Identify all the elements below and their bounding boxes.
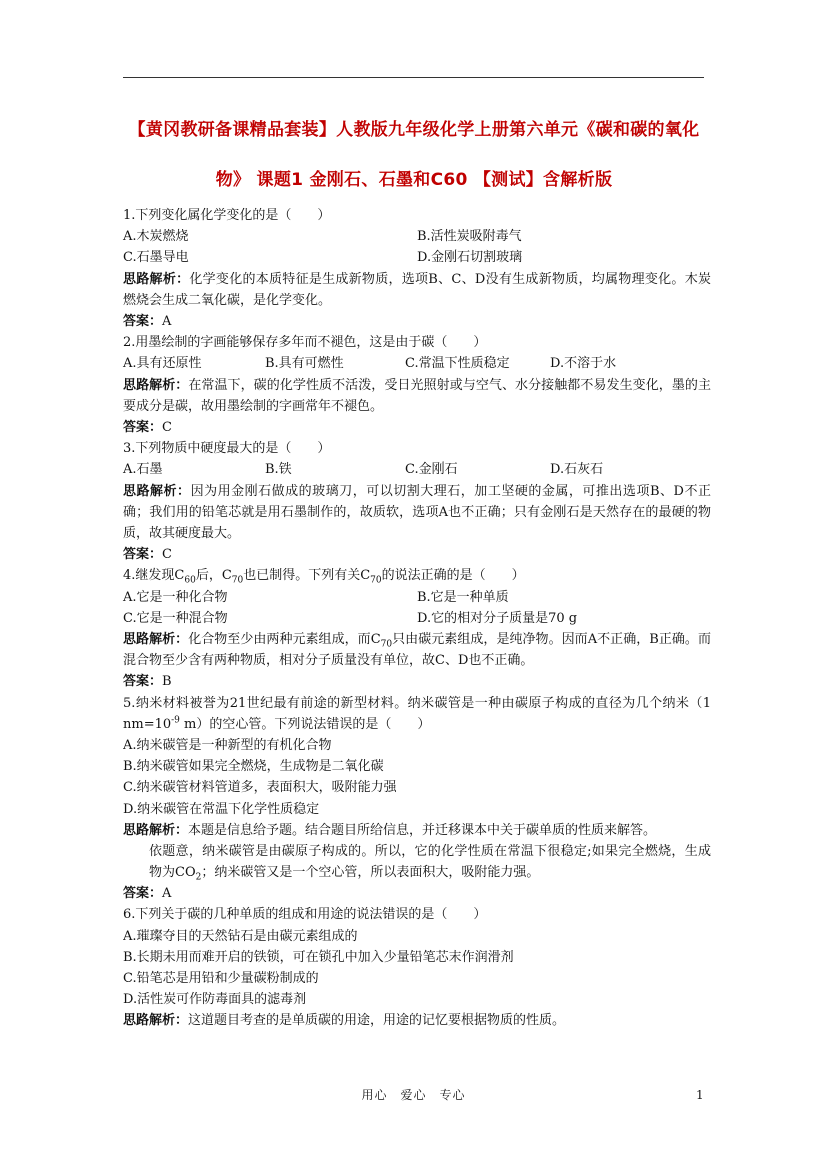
answer-value: A [162, 886, 172, 902]
option-a: A.木炭燃烧 [123, 229, 189, 245]
answer-value: A [162, 314, 172, 329]
question-6 [123, 904, 711, 1031]
analysis-label: 思路解析： [123, 631, 189, 647]
answer-value: C [162, 419, 172, 435]
analysis-label: 思路解析： [123, 271, 190, 287]
stem-text: 的说法正确的是（ ） [381, 568, 525, 584]
subscript: 70 [231, 575, 244, 586]
option-d: D.不溶于水 [550, 356, 617, 372]
option-d: D.纳米碳管在常温下化学性质稳定 [123, 801, 320, 817]
stem-text: 后，C [195, 568, 232, 584]
option-b: B.它是一种单质 [417, 589, 509, 605]
analysis-continued [123, 841, 711, 883]
options-row [123, 247, 711, 268]
options-row [123, 459, 711, 480]
analysis [123, 269, 711, 311]
options-row [123, 587, 711, 608]
analysis [123, 375, 711, 417]
option-d: D.石灰石 [550, 462, 604, 478]
option-c: C.常温下性质稳定 [405, 356, 510, 372]
analysis-label: 思路解析： [123, 377, 189, 393]
answer [123, 883, 711, 904]
option-c: C.铅笔芯是用铅和少量碳粉制成的 [123, 971, 319, 987]
options-row [123, 226, 711, 247]
option-b: B.长期未用而难开启的铁锁，可在锁孔中加入少量铅笔芯末作润滑剂 [123, 949, 514, 965]
analysis [123, 820, 711, 841]
question-4 [123, 565, 711, 692]
question-stem: 6.下列关于碳的几种单质的组成和用途的说法错误的是（ ） [123, 907, 487, 923]
answer [123, 417, 711, 438]
analysis-text: 只由碳元素组成，是纯净物。因而A不正确，B正确。而混合物至少含有两种物质，相对分子质量没有单位，故C、D也不正确。 [123, 631, 711, 669]
page-footer: 用心 爱心 专心 [361, 1088, 466, 1102]
superscript: -9 [171, 715, 180, 726]
document-title: 【黄冈教研备课精品套装】人教版九年级化学上册第六单元《碳和碳的氧化物》 课题1 金刚石、石墨和C60 【测试】含解析版 [128, 120, 700, 190]
option-c: C.纳米碳管材料管道多，表面积大，吸附能力强 [123, 780, 397, 796]
option-c: C.金刚石 [405, 462, 458, 478]
option-a: A.它是一种化合物 [123, 589, 228, 605]
subscript: 60 [184, 575, 196, 586]
question-2 [123, 332, 711, 438]
option-d: D.它的相对分子质量是70 g [417, 610, 578, 626]
answer [123, 671, 711, 692]
document-body [123, 205, 711, 1032]
answer-label: 答案： [123, 547, 163, 563]
option-a: A.璀璨夺目的天然钻石是由碳元素组成的 [123, 928, 358, 944]
analysis-label: 思路解析： [123, 1013, 189, 1029]
option-c: C.石墨导电 [123, 250, 189, 266]
question-stem [123, 565, 711, 586]
analysis-text: 在常温下，碳的化学性质不活泼，受日光照射或与空气、水分接触都不易发生变化，墨的主要成分是碳，故用墨绘制的字画常年不褪色。 [123, 377, 711, 414]
analysis-text: 依题意，纳米碳管是由碳原子构成的。所以，它的化学性质在常温下很稳定;如果完全燃烧，生成物为CO [149, 843, 711, 881]
answer-label: 答案： [123, 674, 163, 690]
options-row [123, 608, 711, 629]
analysis-text: 本题是信息给予题。结合题目所给信息，并迁移课本中关于碳单质的性质来解答。 [188, 822, 657, 838]
analysis-text: 化学变化的本质特征是生成新物质，选项B、C、D没有生成新物质，均属物理变化。木炭燃烧会生成二氧化碳，是化学变化。 [123, 271, 711, 308]
question-stem [123, 693, 711, 735]
option-b: B.具有可燃性 [265, 356, 344, 372]
page-number: 1 [696, 1088, 704, 1102]
answer-value: C [162, 547, 172, 563]
header-rule [123, 77, 704, 78]
option-b: B.纳米碳管如果完全燃烧，生成物是二氧化碳 [123, 759, 384, 775]
analysis [123, 1010, 711, 1031]
analysis-text: ；纳米碳管又是一个空心管，所以表面积大，吸附能力强。 [201, 865, 540, 881]
question-stem: 2.用墨绘制的字画能够保存多年而不褪色，这是由于碳（ ） [123, 335, 487, 351]
option-d: D.活性炭可作防毒面具的滤毒剂 [123, 992, 307, 1008]
subscript: 70 [370, 575, 382, 586]
stem-text: 4.继发现C [123, 568, 185, 584]
analysis-label: 思路解析： [123, 822, 189, 838]
option-a: A.纳米碳管是一种新型的有机化合物 [123, 737, 332, 753]
stem-text: 也已制得。下列有关C [243, 568, 371, 584]
question-stem: 1.下列变化属化学变化的是（ ） [123, 208, 331, 223]
question-5 [123, 693, 711, 905]
analysis [123, 481, 711, 545]
option-b: B.活性炭吸附毒气 [417, 229, 522, 245]
analysis-text: 这道题目考查的是单质碳的用途，用途的记忆要根据物质的性质。 [188, 1013, 566, 1029]
option-b: B.铁 [265, 462, 292, 478]
option-a: A.具有还原性 [123, 356, 202, 372]
answer-label: 答案： [123, 314, 163, 329]
option-c: C.它是一种混合物 [123, 610, 228, 626]
stem-text: m）的空心管。下列说法错误的是（ ） [179, 716, 431, 732]
option-a: A.石墨 [123, 462, 163, 478]
subscript: 70 [380, 639, 393, 650]
subscript: 2 [195, 872, 202, 883]
analysis-text: 因为用金刚石做成的玻璃刀，可以切割大理石，加工坚硬的金属，可推出选项B、D不正确；我们用的铅笔芯就是用石墨制作的，故质软，选项A也不正确；只有金刚石是天然存在的最硬的物质，故其硬度最大。 [123, 483, 711, 541]
analysis-text: 化合物至少由两种元素组成，而C [188, 631, 381, 647]
answer [123, 544, 711, 565]
answer-label: 答案： [123, 419, 163, 435]
question-1 [123, 205, 711, 332]
question-3 [123, 438, 711, 565]
answer [123, 311, 711, 332]
stem-text: 5.纳米材料被誉为21世纪最有前途的新型材料。纳米碳管是一种由碳原子构成的直径为几个纳米（1 nm=10 [123, 695, 711, 732]
analysis-label: 思路解析： [123, 483, 191, 499]
option-d: D.金刚石切割玻璃 [417, 250, 523, 266]
analysis [123, 629, 711, 671]
options-row [123, 353, 711, 374]
question-stem: 3.下列物质中硬度最大的是（ ） [123, 441, 331, 457]
answer-value: B [162, 674, 172, 690]
answer-label: 答案： [123, 886, 163, 902]
